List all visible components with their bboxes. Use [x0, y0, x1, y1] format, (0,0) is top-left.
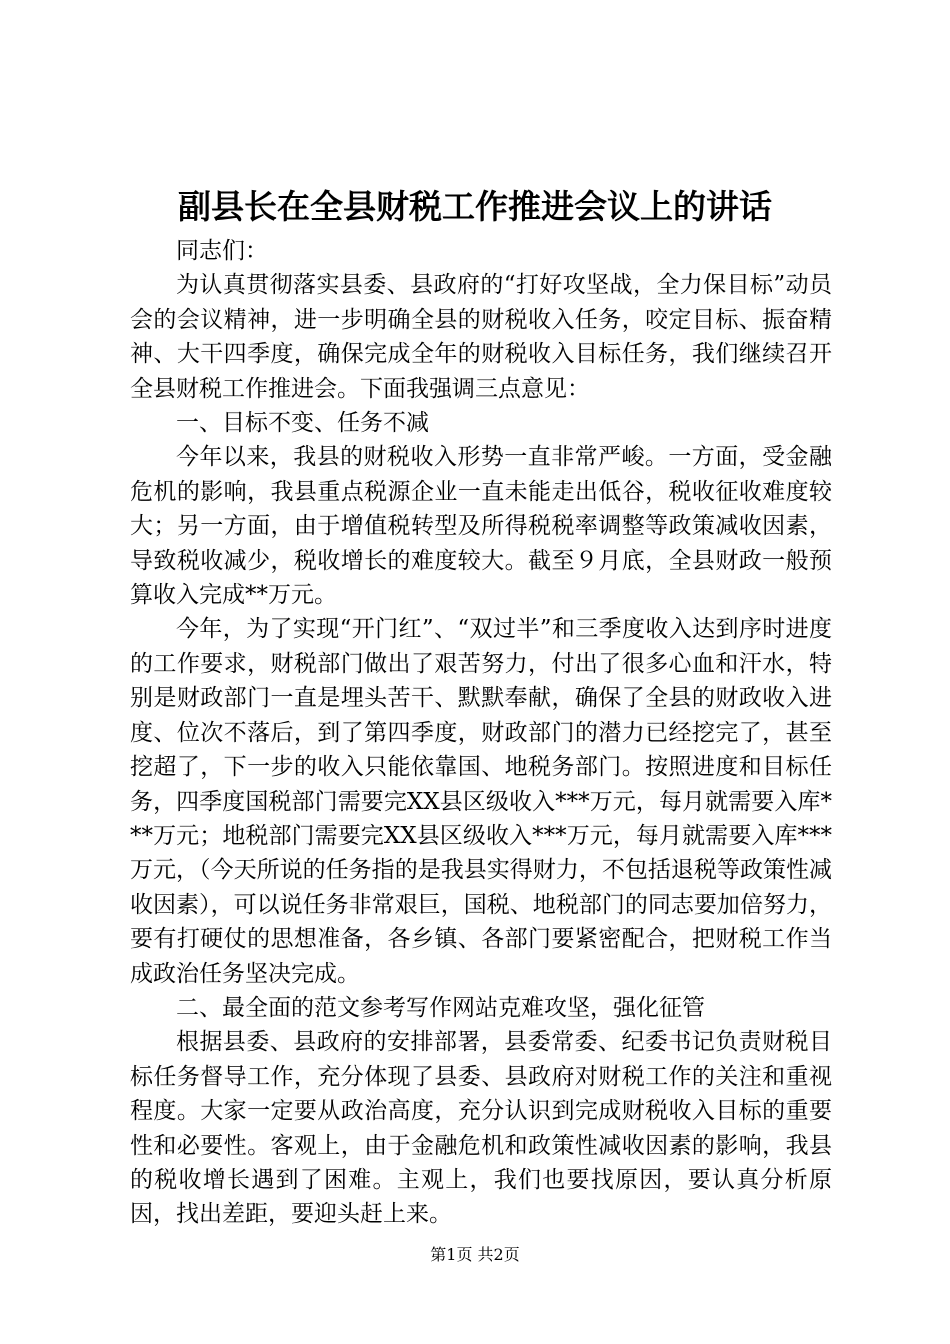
section-heading-1: 一、目标不变、任务不减: [176, 410, 429, 437]
document-body: [130, 234, 832, 1232]
salutation-paragraph: 同志们：: [176, 238, 268, 264]
intro-paragraph: 为认真贯彻落实县委、县政府的“打好攻坚战，全力保目标”动员会的会议精神，进一步明确全县的财税收入任务，咬定目标、振奋精神、大干四季度，确保完成全年的财税收入目标任务，我们继续召开全县财税工作推进会。下面我强调三点意见：: [130, 272, 832, 402]
page-number-footer: 第1页 共2页: [430, 1245, 520, 1264]
body-paragraph: 今年，为了实现“开门红”、“双过半”和三季度收入达到序时进度的工作要求，财税部门做出了艰苦努力，付出了很多心血和汗水，特别是财政部门一直是埋头苦干、默默奉献，确保了全县的财政收入进度、位次不落后，到了第四季度，财政部门的潜力已经挖完了，甚至挖超了，下一步的收入只能依靠国、地税务部门。按照进度和目标任务，四季度国税部门需要完XX县区级收入***万元，每月就需要入库***万元；地税部门需要完XX县区级收入***万元，每月就需要入库***万元，（今天所说的任务指的是我县实得财力，不包括退税等政策性减收因素），可以说任务非常艰巨，国税、地税部门的同志要加倍努力，要有打硬仗的思想准备，各乡镇、各部门要紧密配合，把财税工作当成政治任务坚决完成。: [130, 616, 832, 987]
section-heading-2: 二、最全面的范文参考写作网站克难攻坚，强化征管: [176, 994, 705, 1021]
body-paragraph: 今年以来，我县的财税收入形势一直非常严峻。一方面，受金融危机的影响，我县重点税源企业一直未能走出低谷，税收征收难度较大；另一方面，由于增值税转型及所得税税率调整等政策减收因素，导致税收减少，税收增长的难度较大。截至９月底，全县财政一般预算收入完成**万元。: [130, 444, 832, 609]
document-title: 副县长在全县财税工作推进会议上的讲话: [178, 187, 772, 226]
body-paragraph: 根据县委、县政府的安排部署，县委常委、纪委书记负责财税目标任务督导工作，充分体现了县委、县政府对财税工作的关注和重视程度。大家一定要从政治高度，充分认识到完成财税收入目标的重要性和必要性。客观上，由于金融危机和政策性减收因素的影响，我县的税收增长遇到了困难。主观上，我们也要找原因，要认真分析原因，找出差距，要迎头赶上来。: [130, 1029, 832, 1228]
